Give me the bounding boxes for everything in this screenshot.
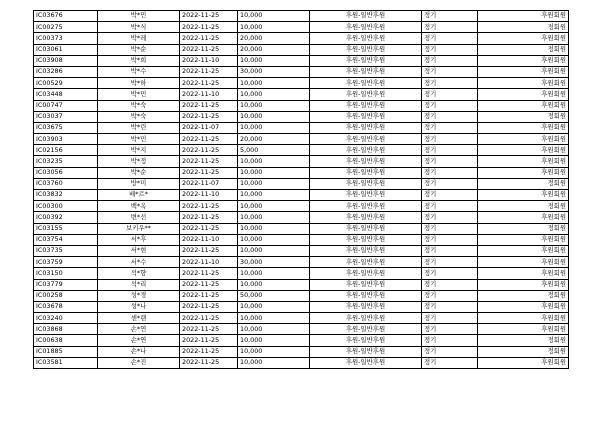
donation-date-cell: 2022-11-10 xyxy=(180,89,238,100)
donation-cycle-cell: 정기 xyxy=(422,100,478,111)
donation-type-cell: 후원-일반후원 xyxy=(310,245,422,256)
donation-type-cell: 후원-일반후원 xyxy=(310,89,422,100)
donor-id-cell: IC03448 xyxy=(34,89,98,100)
donation-type-cell: 후원-일반후원 xyxy=(310,100,422,111)
table-row xyxy=(34,190,569,201)
donor-name-cell: 서*수 xyxy=(98,257,180,268)
donation-cycle-cell: 정기 xyxy=(422,212,478,223)
donor-name-cell: 서*현 xyxy=(98,245,180,256)
donation-amount-cell: 10,000 xyxy=(238,212,310,223)
member-type-cell: 후원회원 xyxy=(478,301,569,312)
member-type-cell: 후원회원 xyxy=(478,190,569,201)
donor-name-cell: 손*연 xyxy=(98,324,180,335)
donation-amount-cell: 10,000 xyxy=(238,223,310,234)
donation-type-cell: 후원-일반후원 xyxy=(310,234,422,245)
donor-id-cell: IC03676 xyxy=(34,11,98,22)
donor-name-cell: 성*경 xyxy=(98,290,180,301)
table-row xyxy=(34,44,569,55)
member-type-cell: 후원회원 xyxy=(478,100,569,111)
donation-cycle-cell: 정기 xyxy=(422,279,478,290)
donation-type-cell: 후원-일반후원 xyxy=(310,290,422,301)
member-type-cell: 후원회원 xyxy=(478,89,569,100)
donation-cycle-cell: 정기 xyxy=(422,22,478,33)
donor-id-cell: IC03759 xyxy=(34,257,98,268)
donation-date-cell: 2022-11-25 xyxy=(180,145,238,156)
table-row xyxy=(34,89,569,100)
donation-amount-cell: 10,000 xyxy=(238,279,310,290)
donation-type-cell: 후원-일반후원 xyxy=(310,111,422,122)
table-row xyxy=(34,111,569,122)
donor-id-cell: IC03240 xyxy=(34,313,98,324)
table-row xyxy=(34,324,569,335)
donation-amount-cell: 10,000 xyxy=(238,11,310,22)
donation-amount-cell: 10,000 xyxy=(238,111,310,122)
donor-id-cell: IC03832 xyxy=(34,190,98,201)
donation-type-cell: 후원-일반후원 xyxy=(310,268,422,279)
donor-id-cell: IC00300 xyxy=(34,201,98,212)
donation-date-cell: 2022-11-25 xyxy=(180,201,238,212)
donor-id-cell: IC00258 xyxy=(34,290,98,301)
donor-name-cell: 석*리 xyxy=(98,279,180,290)
table-row xyxy=(34,66,569,77)
donor-name-cell: 백*옥 xyxy=(98,201,180,212)
donation-type-cell: 후원-일반후원 xyxy=(310,301,422,312)
table-row xyxy=(34,346,569,357)
member-type-cell: 후원회원 xyxy=(478,313,569,324)
donor-name-cell: 박*민 xyxy=(98,134,180,145)
table-row xyxy=(34,178,569,189)
donation-amount-cell: 10,000 xyxy=(238,156,310,167)
donation-date-cell: 2022-11-10 xyxy=(180,257,238,268)
member-type-cell: 후원회원 xyxy=(478,357,569,368)
donation-cycle-cell: 정기 xyxy=(422,167,478,178)
table-row xyxy=(34,100,569,111)
donation-cycle-cell: 정기 xyxy=(422,257,478,268)
donation-type-cell: 후원-일반후원 xyxy=(310,55,422,66)
donation-cycle-cell: 정기 xyxy=(422,33,478,44)
donor-name-cell: 박*정 xyxy=(98,156,180,167)
donor-id-cell: IC03061 xyxy=(34,44,98,55)
donation-amount-cell: 20,000 xyxy=(238,44,310,55)
donor-id-cell: IC03581 xyxy=(34,357,98,368)
donation-cycle-cell: 정기 xyxy=(422,201,478,212)
donation-cycle-cell: 정기 xyxy=(422,268,478,279)
donor-name-cell: 박*레 xyxy=(98,33,180,44)
member-type-cell: 후원회원 xyxy=(478,268,569,279)
table-row xyxy=(34,156,569,167)
donation-date-cell: 2022-11-25 xyxy=(180,245,238,256)
member-type-cell: 후원회원 xyxy=(478,167,569,178)
donor-name-cell: 방*미 xyxy=(98,178,180,189)
table-row xyxy=(34,290,569,301)
donation-date-cell: 2022-11-25 xyxy=(180,212,238,223)
donation-cycle-cell: 정기 xyxy=(422,324,478,335)
table-row xyxy=(34,134,569,145)
donation-date-cell: 2022-11-25 xyxy=(180,11,238,22)
table-row xyxy=(34,268,569,279)
donation-date-cell: 2022-11-10 xyxy=(180,190,238,201)
donor-name-cell: 박*숙 xyxy=(98,100,180,111)
donation-type-cell: 후원-일반후원 xyxy=(310,279,422,290)
donor-name-cell: 박*순 xyxy=(98,167,180,178)
donor-name-cell: 박*순 xyxy=(98,44,180,55)
donation-date-cell: 2022-11-25 xyxy=(180,268,238,279)
member-type-cell: 후원회원 xyxy=(478,257,569,268)
donation-amount-cell: 10,000 xyxy=(238,234,310,245)
donation-amount-cell: 10,000 xyxy=(238,122,310,133)
donor-id-cell: IC03150 xyxy=(34,268,98,279)
donation-amount-cell: 10,000 xyxy=(238,313,310,324)
donation-amount-cell: 10,000 xyxy=(238,346,310,357)
donation-amount-cell: 10,000 xyxy=(238,55,310,66)
donor-name-cell: 손*진 xyxy=(98,357,180,368)
donor-id-cell: IC03754 xyxy=(34,234,98,245)
donation-date-cell: 2022-11-25 xyxy=(180,66,238,77)
donor-id-cell: IC00638 xyxy=(34,335,98,346)
table-row xyxy=(34,279,569,290)
donor-name-cell: 박*희 xyxy=(98,55,180,66)
donation-amount-cell: 10,000 xyxy=(238,178,310,189)
donation-cycle-cell: 정기 xyxy=(422,66,478,77)
donation-amount-cell: 30,000 xyxy=(238,66,310,77)
donor-name-cell: 박*린 xyxy=(98,122,180,133)
donation-type-cell: 후원-일반후원 xyxy=(310,357,422,368)
donation-cycle-cell: 정기 xyxy=(422,89,478,100)
donation-cycle-cell: 정기 xyxy=(422,178,478,189)
donor-id-cell: IC03760 xyxy=(34,178,98,189)
donor-id-cell: IC03037 xyxy=(34,111,98,122)
donation-type-cell: 후원-일반후원 xyxy=(310,156,422,167)
table-row xyxy=(34,145,569,156)
donor-name-cell: 손*나 xyxy=(98,346,180,357)
donation-cycle-cell: 정기 xyxy=(422,346,478,357)
donation-amount-cell: 10,000 xyxy=(238,89,310,100)
donation-date-cell: 2022-11-25 xyxy=(180,33,238,44)
table-row xyxy=(34,78,569,89)
donation-date-cell: 2022-11-25 xyxy=(180,111,238,122)
donation-date-cell: 2022-11-10 xyxy=(180,234,238,245)
donor-id-cell: IC01885 xyxy=(34,346,98,357)
member-type-cell: 정회원 xyxy=(478,201,569,212)
donation-amount-cell: 20,000 xyxy=(238,33,310,44)
donation-type-cell: 후원-일반후원 xyxy=(310,223,422,234)
donation-type-cell: 후원-일반후원 xyxy=(310,257,422,268)
member-type-cell: 후원회원 xyxy=(478,66,569,77)
table-row xyxy=(34,167,569,178)
table-row xyxy=(34,357,569,368)
donation-cycle-cell: 정기 xyxy=(422,11,478,22)
donation-amount-cell: 10,000 xyxy=(238,301,310,312)
member-type-cell: 정회원 xyxy=(478,178,569,189)
donor-id-cell: IC03286 xyxy=(34,66,98,77)
donation-date-cell: 2022-11-25 xyxy=(180,156,238,167)
member-type-cell: 후원회원 xyxy=(478,245,569,256)
table-row xyxy=(34,55,569,66)
donor-name-cell: 박*민 xyxy=(98,11,180,22)
donor-id-cell: IC03903 xyxy=(34,134,98,145)
donation-type-cell: 후원-일반후원 xyxy=(310,324,422,335)
member-type-cell: 후원회원 xyxy=(478,78,569,89)
donor-id-cell: IC00529 xyxy=(34,78,98,89)
donation-cycle-cell: 정기 xyxy=(422,223,478,234)
donation-cycle-cell: 정기 xyxy=(422,190,478,201)
donor-name-cell: 손*연 xyxy=(98,335,180,346)
donation-date-cell: 2022-11-25 xyxy=(180,290,238,301)
table-row xyxy=(34,301,569,312)
donor-id-cell: IC03779 xyxy=(34,279,98,290)
donor-id-cell: IC03908 xyxy=(34,55,98,66)
donation-type-cell: 후원-일반후원 xyxy=(310,201,422,212)
donation-date-cell: 2022-11-25 xyxy=(180,279,238,290)
donation-date-cell: 2022-11-25 xyxy=(180,134,238,145)
table-row xyxy=(34,201,569,212)
donation-date-cell: 2022-11-25 xyxy=(180,301,238,312)
donor-name-cell: 박*수 xyxy=(98,66,180,77)
donation-date-cell: 2022-11-25 xyxy=(180,357,238,368)
donation-amount-cell: 20,000 xyxy=(238,134,310,145)
donation-cycle-cell: 정기 xyxy=(422,357,478,368)
table-row xyxy=(34,223,569,234)
donor-id-cell: IC00747 xyxy=(34,100,98,111)
donation-amount-cell: 10,000 xyxy=(238,245,310,256)
table-row xyxy=(34,245,569,256)
donation-date-cell: 2022-11-25 xyxy=(180,324,238,335)
member-type-cell: 후원회원 xyxy=(478,33,569,44)
ledger-body xyxy=(34,11,569,369)
table-row xyxy=(34,257,569,268)
member-type-cell: 정회원 xyxy=(478,111,569,122)
donation-amount-cell: 10,000 xyxy=(238,268,310,279)
donation-cycle-cell: 정기 xyxy=(422,156,478,167)
member-type-cell: 후원회원 xyxy=(478,11,569,22)
member-type-cell: 정회원 xyxy=(478,290,569,301)
donor-id-cell: IC00373 xyxy=(34,33,98,44)
member-type-cell: 후원회원 xyxy=(478,234,569,245)
member-type-cell: 후원회원 xyxy=(478,156,569,167)
member-type-cell: 정회원 xyxy=(478,22,569,33)
donation-type-cell: 후원-일반후원 xyxy=(310,212,422,223)
member-type-cell: 정회원 xyxy=(478,223,569,234)
donation-date-cell: 2022-11-10 xyxy=(180,55,238,66)
table-row xyxy=(34,234,569,245)
donation-cycle-cell: 정기 xyxy=(422,44,478,55)
donation-date-cell: 2022-11-25 xyxy=(180,100,238,111)
donation-date-cell: 2022-11-07 xyxy=(180,178,238,189)
donation-type-cell: 후원-일반후원 xyxy=(310,134,422,145)
member-type-cell: 후원회원 xyxy=(478,212,569,223)
donation-type-cell: 후원-일반후원 xyxy=(310,313,422,324)
donation-cycle-cell: 정기 xyxy=(422,122,478,133)
table-row xyxy=(34,22,569,33)
donor-id-cell: IC03235 xyxy=(34,156,98,167)
table-row xyxy=(34,212,569,223)
donor-id-cell: IC03675 xyxy=(34,122,98,133)
member-type-cell: 정회원 xyxy=(478,335,569,346)
donation-cycle-cell: 정기 xyxy=(422,301,478,312)
donation-type-cell: 후원-일반후원 xyxy=(310,122,422,133)
donor-name-cell: 센*랜 xyxy=(98,313,180,324)
donor-id-cell: IC00392 xyxy=(34,212,98,223)
donation-type-cell: 후원-일반후원 xyxy=(310,346,422,357)
donation-cycle-cell: 정기 xyxy=(422,55,478,66)
member-type-cell: 후원회원 xyxy=(478,55,569,66)
donation-type-cell: 후원-일반후원 xyxy=(310,33,422,44)
donation-amount-cell: 30,000 xyxy=(238,257,310,268)
donor-name-cell: 보키우** xyxy=(98,223,180,234)
donor-id-cell: IC02156 xyxy=(34,145,98,156)
donation-type-cell: 후원-일반후원 xyxy=(310,44,422,55)
donation-type-cell: 후원-일반후원 xyxy=(310,145,422,156)
member-type-cell: 정회원 xyxy=(478,346,569,357)
donor-id-cell: IC03056 xyxy=(34,167,98,178)
member-type-cell: 후원회원 xyxy=(478,122,569,133)
donation-type-cell: 후원-일반후원 xyxy=(310,167,422,178)
donation-amount-cell: 5,000 xyxy=(238,145,310,156)
member-type-cell: 후원회원 xyxy=(478,145,569,156)
donation-amount-cell: 10,000 xyxy=(238,335,310,346)
donor-name-cell: 서*후 xyxy=(98,234,180,245)
donation-amount-cell: 10,000 xyxy=(238,190,310,201)
donation-type-cell: 후원-일반후원 xyxy=(310,22,422,33)
donor-name-cell: 박*식 xyxy=(98,22,180,33)
donation-date-cell: 2022-11-07 xyxy=(180,122,238,133)
table-row xyxy=(34,11,569,22)
donor-id-cell: IC03735 xyxy=(34,245,98,256)
donor-id-cell: IC03868 xyxy=(34,324,98,335)
donation-date-cell: 2022-11-25 xyxy=(180,167,238,178)
donation-date-cell: 2022-11-25 xyxy=(180,44,238,55)
donor-name-cell: 박*민 xyxy=(98,89,180,100)
donation-amount-cell: 10,000 xyxy=(238,167,310,178)
donation-date-cell: 2022-11-25 xyxy=(180,335,238,346)
donation-amount-cell: 50,000 xyxy=(238,290,310,301)
donor-name-cell: 석*향 xyxy=(98,268,180,279)
donation-cycle-cell: 정기 xyxy=(422,290,478,301)
donation-type-cell: 후원-일반후원 xyxy=(310,335,422,346)
donation-cycle-cell: 정기 xyxy=(422,335,478,346)
donation-cycle-cell: 정기 xyxy=(422,111,478,122)
member-type-cell: 후원회원 xyxy=(478,134,569,145)
donor-name-cell: 박*하 xyxy=(98,78,180,89)
donation-amount-cell: 10,000 xyxy=(238,22,310,33)
table-row xyxy=(34,122,569,133)
donation-type-cell: 후원-일반후원 xyxy=(310,66,422,77)
member-type-cell: 후원회원 xyxy=(478,324,569,335)
donor-id-cell: IC03155 xyxy=(34,223,98,234)
donation-date-cell: 2022-11-25 xyxy=(180,346,238,357)
donation-amount-cell: 10,000 xyxy=(238,357,310,368)
donor-name-cell: 박*지 xyxy=(98,145,180,156)
donation-cycle-cell: 정기 xyxy=(422,234,478,245)
donation-type-cell: 후원-일반후원 xyxy=(310,11,422,22)
donation-type-cell: 후원-일반후원 xyxy=(310,78,422,89)
donation-date-cell: 2022-11-25 xyxy=(180,223,238,234)
table-row xyxy=(34,313,569,324)
donation-cycle-cell: 정기 xyxy=(422,78,478,89)
member-type-cell: 후원회원 xyxy=(478,279,569,290)
table-row xyxy=(34,335,569,346)
donation-type-cell: 후원-일반후원 xyxy=(310,178,422,189)
donor-name-cell: 박*숙 xyxy=(98,111,180,122)
donation-amount-cell: 10,000 xyxy=(238,324,310,335)
table-row xyxy=(34,33,569,44)
donation-date-cell: 2022-11-25 xyxy=(180,313,238,324)
donation-date-cell: 2022-11-25 xyxy=(180,22,238,33)
donation-cycle-cell: 정기 xyxy=(422,313,478,324)
member-type-cell: 정회원 xyxy=(478,44,569,55)
donor-name-cell: 성*나 xyxy=(98,301,180,312)
donation-type-cell: 후원-일반후원 xyxy=(310,190,422,201)
donation-ledger-table xyxy=(33,10,569,369)
donation-amount-cell: 10,000 xyxy=(238,78,310,89)
donor-id-cell: IC03678 xyxy=(34,301,98,312)
donor-name-cell: 배*르* xyxy=(98,190,180,201)
donation-amount-cell: 10,000 xyxy=(238,201,310,212)
donor-name-cell: 변*선 xyxy=(98,212,180,223)
donation-date-cell: 2022-11-25 xyxy=(180,78,238,89)
donation-cycle-cell: 정기 xyxy=(422,145,478,156)
donation-cycle-cell: 정기 xyxy=(422,245,478,256)
donation-cycle-cell: 정기 xyxy=(422,134,478,145)
donor-id-cell: IC00275 xyxy=(34,22,98,33)
donation-amount-cell: 10,000 xyxy=(238,100,310,111)
